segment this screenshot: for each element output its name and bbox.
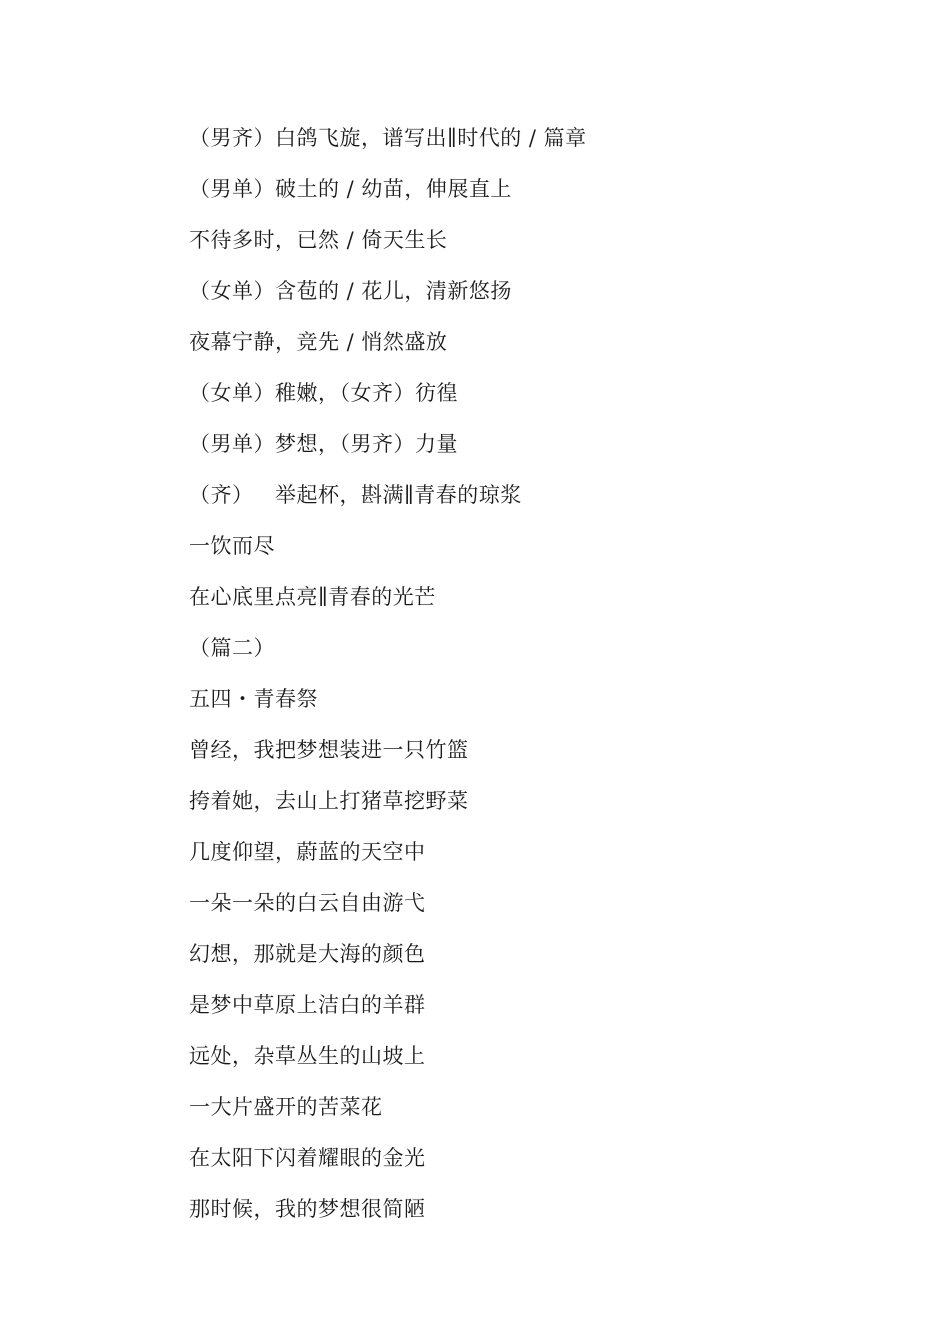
poem-line: （男齐）白鸽飞旋，谱写出∥时代的 / 篇章 [189,126,587,150]
poem-line: （男单）破土的 / 幼苗，伸展直上 [189,177,512,201]
poem-line: 不待多时，已然 / 倚天生长 [189,228,448,252]
poem-line: 挎着她，去山上打猪草挖野菜 [189,789,469,813]
poem-line: 在太阳下闪着耀眼的金光 [189,1146,426,1170]
poem-line: 那时候，我的梦想很简陋 [189,1197,426,1221]
poem-line: 一朵一朵的白云自由游弋 [189,891,426,915]
poem-line: 远处，杂草丛生的山坡上 [189,1044,426,1068]
poem-line: （男单）梦想，（男齐）力量 [189,432,458,456]
poem-line: （齐） 举起杯，斟满∥青春的琼浆 [189,483,522,507]
poem-line: 一饮而尽 [189,534,275,558]
poem-line: （女单）含苞的 / 花儿，清新悠扬 [189,279,512,303]
poem-line: 是梦中草原上洁白的羊群 [189,993,426,1017]
poem-line: 在心底里点亮∥青春的光芒 [189,585,436,609]
poem-line: 夜幕宁静，竞先 / 悄然盛放 [189,330,448,354]
poem-line: 曾经，我把梦想装进一只竹篮 [189,738,469,762]
poem-line: 几度仰望，蔚蓝的天空中 [189,840,426,864]
poem-line: 一大片盛开的苦菜花 [189,1095,383,1119]
section-heading: （篇二） [189,636,275,660]
poem-line: 幻想，那就是大海的颜色 [189,942,426,966]
poem-body [189,121,587,1243]
poem-title: 五四・青春祭 [189,687,318,711]
poem-line: （女单）稚嫩，（女齐）彷徨 [189,381,458,405]
